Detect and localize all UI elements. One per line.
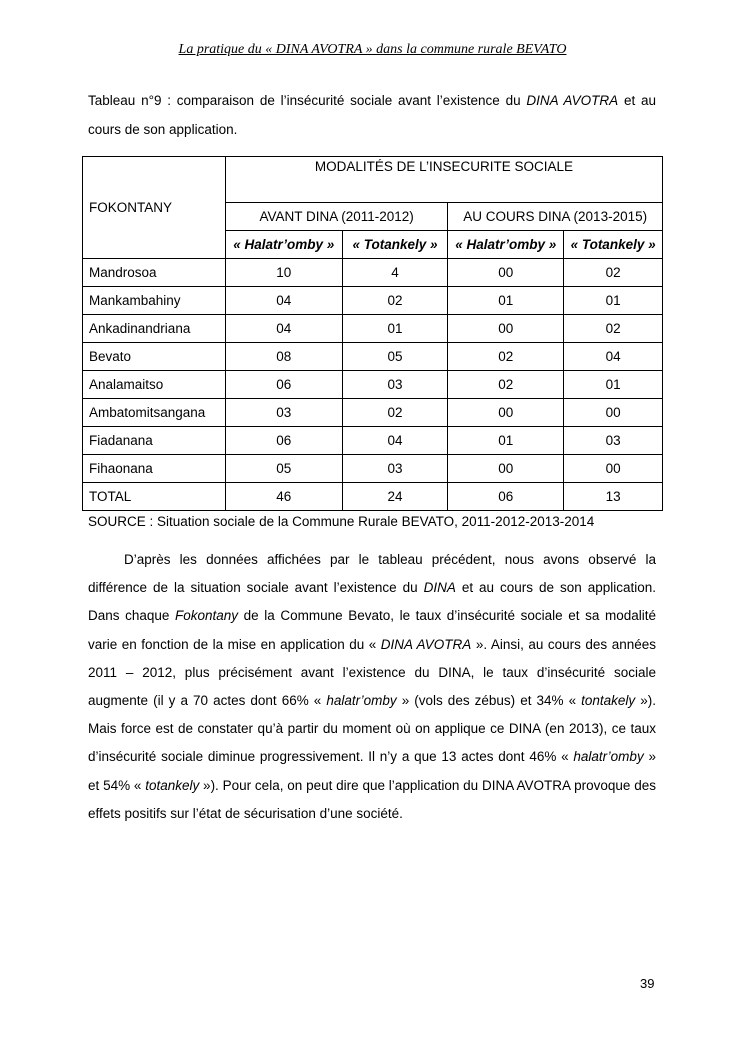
running-title: La pratique du « DINA AVOTRA » dans la commune rurale BEVATO (178, 42, 567, 57)
value-cell: 03 (564, 427, 663, 455)
insecurity-table (82, 156, 663, 511)
value-cell: 02 (342, 287, 448, 315)
value-cell: 4 (342, 259, 448, 287)
caption-text-end: et au cours de son application. (88, 93, 656, 137)
value-cell: 02 (448, 343, 564, 371)
caption-dina: DINA AVOTRA (526, 93, 619, 108)
table-row (83, 315, 663, 343)
fokontany-name: Mandrosoa (83, 259, 226, 287)
modality-header: « Totankely » (564, 231, 663, 259)
caption-text: Tableau n°9 : comparaison de l’insécurité sociale avant l’existence du (88, 93, 527, 108)
value-cell: 02 (342, 399, 448, 427)
value-cell: 04 (564, 343, 663, 371)
table-row (83, 371, 663, 399)
modality-header: « Halatr’omby » (225, 231, 342, 259)
running-header (0, 42, 745, 58)
modality-header: « Halatr’omby » (448, 231, 564, 259)
paragraph-text: » (vols des zébus) et 34% « (396, 693, 582, 709)
value-cell: 05 (342, 343, 448, 371)
value-cell: 01 (564, 371, 663, 399)
paragraph-text: » et 54% « (88, 749, 656, 793)
paragraph-text: de la Commune Bevato, le taux d’insécurité sociale et sa modalité varie en fonction de la mise en application du « (88, 608, 656, 652)
paragraph-text: »). Pour cela, on peut dire que l’application du DINA AVOTRA provoque des effets positifs sur l’état de sécurisation d’une société. (88, 777, 656, 821)
total-cell: 13 (564, 483, 663, 511)
value-cell: 03 (225, 399, 342, 427)
table-source: SOURCE : Situation sociale de la Commune Rurale BEVATO, 2011-2012-2013-2014 (88, 514, 595, 529)
table-header-row (83, 157, 663, 203)
fokontany-name: Fiadanana (83, 427, 226, 455)
fokontany-name: Analamaitso (83, 371, 226, 399)
table-row (83, 343, 663, 371)
paragraph-term: halatr’omby (573, 749, 644, 765)
total-label: TOTAL (83, 483, 226, 511)
value-cell: 06 (225, 427, 342, 455)
table-caption (88, 86, 656, 144)
value-cell: 10 (225, 259, 342, 287)
paragraph-text: »). Mais force est de constater qu’à partir du moment où on applique ce DINA (en 2013), ce taux d’insécurité sociale diminue progressivement. Il n’y a que 13 actes dont 46% « (88, 693, 656, 765)
total-cell: 24 (342, 483, 448, 511)
page-number: 39 (640, 976, 655, 991)
value-cell: 00 (448, 259, 564, 287)
modality-header: « Totankely » (342, 231, 448, 259)
value-cell: 00 (448, 315, 564, 343)
fokontany-name: Ankadinandriana (83, 315, 226, 343)
paragraph-term: totankely (145, 777, 200, 793)
value-cell: 02 (564, 315, 663, 343)
fokontany-name: Fihaonana (83, 455, 226, 483)
value-cell: 03 (342, 455, 448, 483)
fokontany-header: FOKONTANY (83, 157, 226, 259)
analysis-paragraph (88, 546, 656, 828)
paragraph-term: DINA AVOTRA (380, 636, 472, 652)
value-cell: 04 (225, 315, 342, 343)
value-cell: 02 (564, 259, 663, 287)
modalities-group-header: MODALITÉS DE L’INSECURITE SOCIALE (225, 157, 662, 203)
paragraph-text: D’après les données affichées par le tableau précédent, nous avons observé la différence de la situation sociale avant l’existence du (88, 552, 656, 596)
value-cell: 03 (342, 371, 448, 399)
value-cell: 00 (564, 455, 663, 483)
value-cell: 04 (225, 287, 342, 315)
paragraph-term: DINA (423, 580, 456, 596)
paragraph-term: halatr’omby (326, 693, 397, 709)
total-cell: 06 (448, 483, 564, 511)
period-before-header: AVANT DINA (2011-2012) (225, 203, 448, 231)
table-row (83, 399, 663, 427)
table-row (83, 287, 663, 315)
total-cell: 46 (225, 483, 342, 511)
paragraph-term: tontakely (581, 693, 636, 709)
value-cell: 00 (448, 399, 564, 427)
table-row (83, 427, 663, 455)
value-cell: 01 (448, 427, 564, 455)
table-row (83, 259, 663, 287)
value-cell: 05 (225, 455, 342, 483)
value-cell: 00 (448, 455, 564, 483)
value-cell: 01 (342, 315, 448, 343)
paragraph-text: ». Ainsi, au cours des années 2011 – 2012, plus précisément avant l’existence du DINA, le taux d’insécurité sociale augmente (il y a 70 actes dont 66% « (88, 636, 656, 709)
table-total-row (83, 483, 663, 511)
value-cell: 01 (564, 287, 663, 315)
value-cell: 08 (225, 343, 342, 371)
value-cell: 06 (225, 371, 342, 399)
period-during-header: AU COURS DINA (2013-2015) (448, 203, 663, 231)
fokontany-name: Mankambahiny (83, 287, 226, 315)
value-cell: 04 (342, 427, 448, 455)
value-cell: 00 (564, 399, 663, 427)
value-cell: 02 (448, 371, 564, 399)
paragraph-term: Fokontany (175, 608, 239, 624)
fokontany-name: Ambatomitsangana (83, 399, 226, 427)
paragraph-text: et au cours de son application. Dans chaque (88, 580, 656, 624)
fokontany-name: Bevato (83, 343, 226, 371)
value-cell: 01 (448, 287, 564, 315)
table-row (83, 455, 663, 483)
